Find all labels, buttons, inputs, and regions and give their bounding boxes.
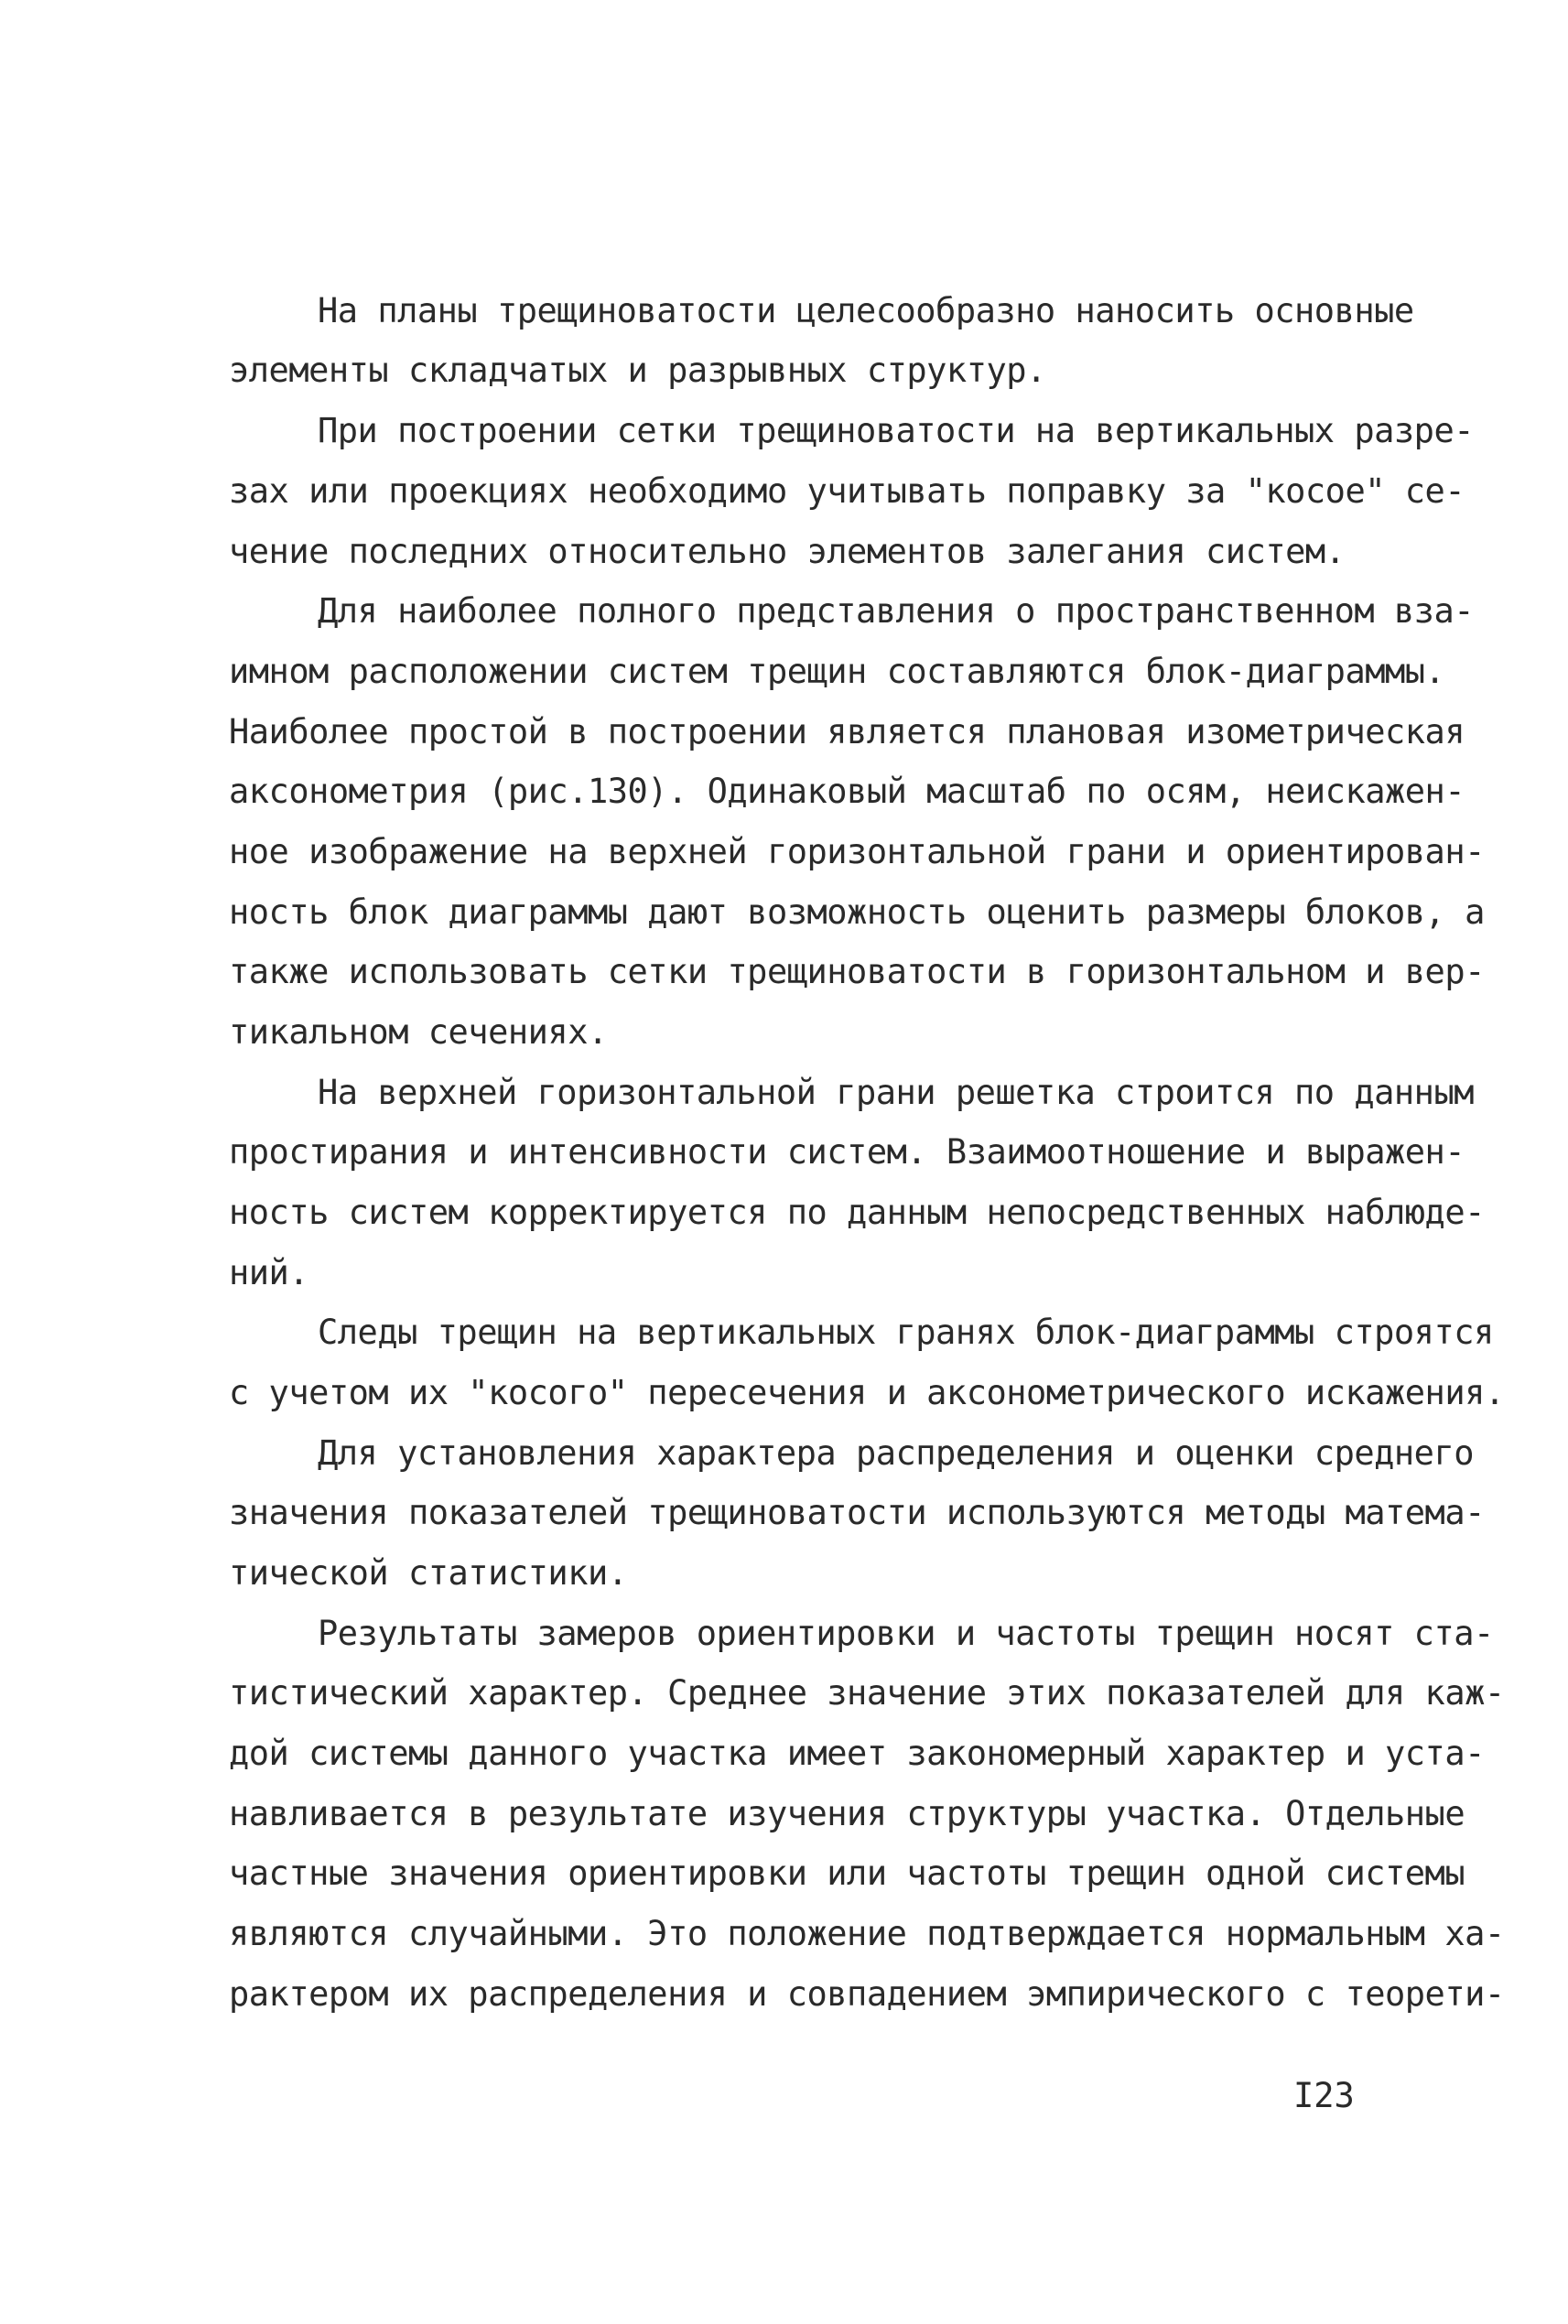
- text-line: частные значения ориентировки или частоты трещин одной системы: [229, 1854, 1465, 1893]
- text-line: зах или проекциях необходимо учитывать поправку за "косое" се-: [229, 471, 1465, 511]
- text-line: значения показателей трещиноватости используются методы матема-: [229, 1493, 1485, 1532]
- text-line: имном расположении систем трещин составляются блок-диаграммы.: [229, 652, 1445, 691]
- text-line: дой системы данного участка имеет закономерный характер и уста-: [229, 1734, 1485, 1773]
- text-line: ний.: [229, 1253, 309, 1292]
- text-line: аксонометрия (рис.130). Одинаковый масштаб по осям, неискажен-: [229, 772, 1465, 811]
- text-line: На планы трещиноватости целесообразно наносить основные: [318, 291, 1414, 330]
- text-line: ность блок диаграммы дают возможность оценить размеры блоков, а: [229, 892, 1485, 932]
- text-line: На верхней горизонтальной грани решетка строится по данным: [318, 1073, 1475, 1112]
- text-line: простирания и интенсивности систем. Взаимоотношение и выражен-: [229, 1132, 1465, 1172]
- text-line: чение последних относительно элементов залегания систем.: [229, 532, 1346, 571]
- text-line: рактером их распределения и совпадением эмпирического с теорети-: [229, 1974, 1505, 2014]
- text-line: тической статистики.: [229, 1553, 628, 1593]
- text-line: элементы складчатых и разрывных структур.: [229, 351, 1046, 390]
- text-line: Следы трещин на вертикальных гранях блок-диаграммы строятся: [318, 1313, 1494, 1352]
- text-line: Для установления характера распределения и оценки среднего: [318, 1433, 1475, 1473]
- text-line: Наиболее простой в построении является плановая изометрическая: [229, 712, 1465, 751]
- text-line: являются случайными. Это положение подтверждается нормальным ха-: [229, 1914, 1505, 1953]
- page-number: I23: [1293, 2076, 1355, 2115]
- text-line: При построении сетки трещиноватости на вертикальных разре-: [318, 411, 1475, 450]
- text-line: навливается в результате изучения структуры участка. Отдельные: [229, 1794, 1465, 1833]
- text-line: тистический характер. Среднее значение этих показателей для каж-: [229, 1673, 1505, 1713]
- text-line: Результаты замеров ориентировки и частоты трещин носят ста-: [318, 1614, 1494, 1653]
- text-line: с учетом их "косого" пересечения и аксонометрического искажения.: [229, 1373, 1505, 1412]
- text-line: ность систем корректируется по данным непосредственных наблюде-: [229, 1193, 1485, 1232]
- text-line: Для наиболее полного представления о пространственном вза-: [318, 591, 1475, 631]
- text-line: также использовать сетки трещиноватости в горизонтальном и вер-: [229, 952, 1485, 991]
- text-line: тикальном сечениях.: [229, 1012, 608, 1052]
- text-line: ное изображение на верхней горизонтальной грани и ориентирован-: [229, 832, 1485, 871]
